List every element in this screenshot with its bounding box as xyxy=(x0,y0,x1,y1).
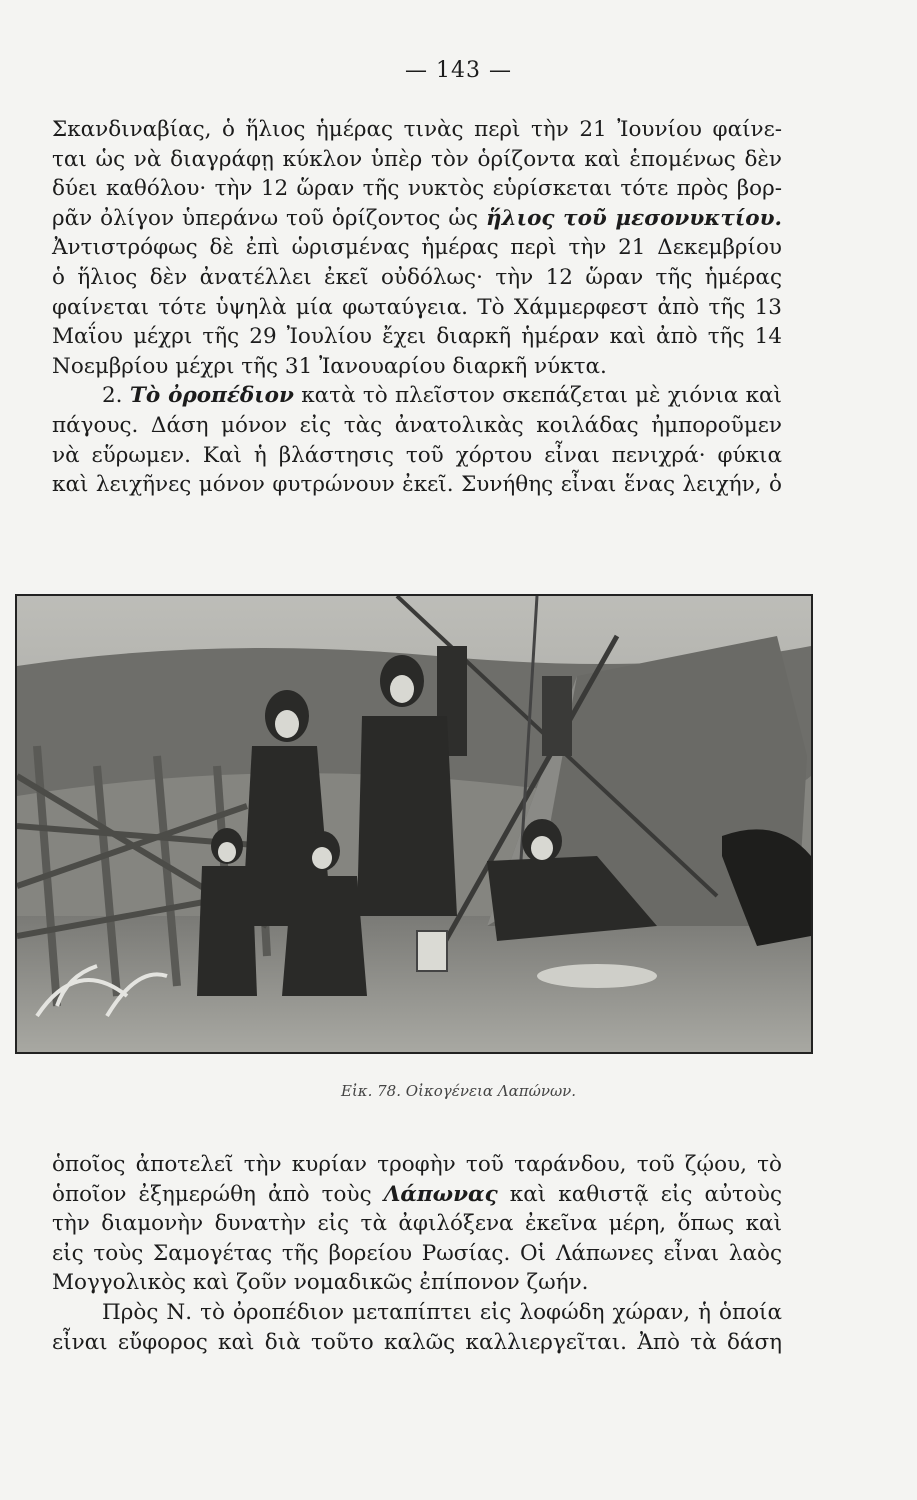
text-line: φαίνεται τότε ὑψηλὰ μία φωταύγεια. Τὸ Χάμμερφεστ ἀπὸ τῆς 13 xyxy=(52,294,782,320)
term-midnight-sun: ἥλιος τοῦ μεσονυκτίου. xyxy=(485,205,782,231)
text-line: Σκανδιναβίας, ὁ ἥλιος ἡμέρας τινὰς περὶ τὴν 21 Ἰουνίου φαίνε- xyxy=(52,117,782,142)
text-block-top xyxy=(52,115,782,500)
text-line: ται ὡς νὰ διαγράφῃ κύκλον ὑπὲρ τὸν ὁρίζοντα καὶ ἑπομένως δὲν xyxy=(52,146,782,172)
text-segment: ὁποῖον ἐξημερώθη ἀπὸ τοὺς xyxy=(52,1181,372,1207)
photo-illustration xyxy=(17,596,811,1052)
text-line: Ἀντιστρόφως δὲ ἐπὶ ὡρισμένας ἡμέρας περὶ τὴν 21 Δεκεμβρίου xyxy=(52,235,782,261)
text-line: εἶναι εὔφορος καὶ διὰ τοῦτο καλῶς καλλιεργεῖται. Ἀπὸ τὰ δάση xyxy=(52,1329,782,1355)
text-line: εἰς τοὺς Σαμογέτας τῆς βορείου Ρωσίας. Οἱ Λάπωνες εἶναι λαὸς xyxy=(52,1240,782,1266)
text-line-with-term xyxy=(52,204,782,234)
text-line: Μογγολικὸς καὶ ζοῦν νομαδικῶς ἐπίπονον ζωήν. xyxy=(52,1270,589,1296)
text-block-bottom xyxy=(52,1150,782,1357)
term-plateau: Τὸ ὀροπέδιον xyxy=(129,383,294,409)
text-line: ὁ ἥλιος δὲν ἀνατέλλει ἐκεῖ οὐδόλως· τὴν 12 ὥραν τῆς ἡμέρας xyxy=(52,264,782,290)
text-line: ὁποῖος ἀποτελεῖ τὴν κυρίαν τροφὴν τοῦ ταράνδου, τοῦ ζῴου, τὸ xyxy=(52,1152,782,1177)
text-line: νὰ εὕρωμεν. Καὶ ἡ βλάστησις τοῦ χόρτου εἶναι πενιχρά· φύκια xyxy=(52,442,782,468)
term-lapps: Λάπωνας xyxy=(383,1181,498,1207)
text-line: καὶ λειχῆνες μόνον φυτρώνουν ἐκεῖ. Συνήθης εἶναι ἕνας λειχήν, ὁ xyxy=(52,472,782,498)
text-line: Νοεμβρίου μέχρι τῆς 31 Ἰανουαρίου διαρκῆ νύκτα. xyxy=(52,353,607,379)
text-line: Πρὸς Ν. τὸ ὀροπέδιον μεταπίπτει εἰς λοφώδη χώραν, ἡ ὁποία xyxy=(102,1299,782,1325)
text-segment: κατὰ τὸ πλεῖστον σκεπάζεται μὲ χιόνια καὶ xyxy=(301,383,782,409)
figure-lapp-family-photo xyxy=(15,594,813,1054)
text-line: πάγους. Δάση μόνον εἰς τὰς ἀνατολικὰς κοιλάδας ἠμποροῦμεν xyxy=(52,412,782,438)
text-line-heading xyxy=(52,381,782,411)
text-line-with-term xyxy=(52,1180,782,1210)
text-segment: ρᾶν ὀλίγον ὑπεράνω τοῦ ὁρίζοντος ὡς xyxy=(52,205,478,231)
text-line: τὴν διαμονὴν δυνατὴν εἰς τὰ ἀφιλόξενα ἐκεῖνα μέρη, ὅπως καὶ xyxy=(52,1211,782,1237)
text-line: Μαΐου μέχρι τῆς 29 Ἰουλίου ἔχει διαρκῆ ἡμέραν καὶ ἀπὸ τῆς 14 xyxy=(52,324,782,350)
paragraph-number: 2. xyxy=(102,383,123,409)
text-segment: καὶ καθιστᾷ εἰς αὐτοὺς xyxy=(509,1181,782,1207)
page-number: — 143 — xyxy=(405,58,512,83)
text-line: δύει καθόλου· τὴν 12 ὥραν τῆς νυκτὸς εὑρίσκεται τότε πρὸς βορ- xyxy=(52,176,782,202)
figure-caption: Εἰκ. 78. Οἰκογένεια Λαπώνων. xyxy=(340,1082,577,1100)
